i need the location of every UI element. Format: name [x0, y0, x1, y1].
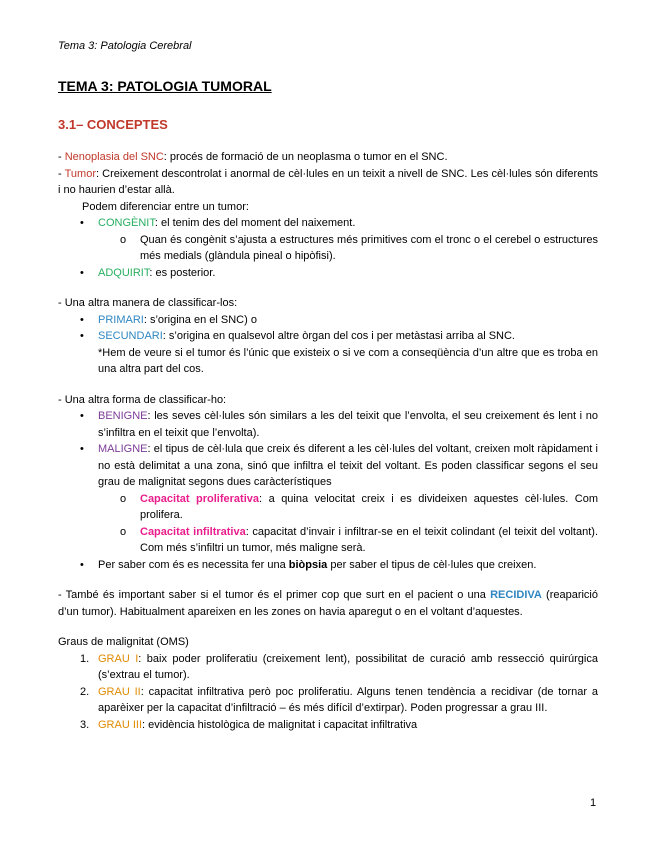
list-item-congenit: • CONGÈNIT: el tenim des del moment del naixement. [80, 217, 356, 229]
paragraph-neoplasia: - Nenoplasia del SNC: procés de formació de un neoplasma o tumor en el SNC. [58, 151, 448, 163]
list-item-secundari: • SECUNDARI: s’origina en qualsevol altre òrgan del cos i per metàstasi arriba al SNC. [80, 330, 515, 342]
term-neoplasia: Nenoplasia del SNC [64, 151, 164, 163]
list-item-biopsia: • Per saber com és es necessita fer una biòpsia per saber el tipus de cèl·lules que creixen. [80, 558, 537, 571]
paragraph-forma: - Una altra forma de classificar-ho: [58, 393, 227, 406]
list-item-congenit-sub: o Quan és congènit s’ajusta a estructures més primitives com el tronc o el cerebel o estructures més medials (glàndula pineal o hipòfisi). [120, 233, 598, 262]
list-item-adquirit: • ADQUIRIT: es posterior. [80, 266, 216, 279]
paragraph-tumor: - Tumor: Creixement descontrolat i anormal de cèl·lules en un teixit a nivell de SNC. Les cèl·lules són diferents i no haurien d’estar allà. [58, 167, 598, 196]
list-item-primari: • PRIMARI: s’origina en el SNC) o [80, 313, 257, 326]
list-item-grau-3: 3. GRAU III: evidència histològica de malignitat i capacitat infiltrativa [80, 718, 418, 731]
document-body [58, 149, 598, 733]
page-header: Tema 3: Patologia Cerebral [58, 40, 192, 52]
section-heading: 3.1– CONCEPTES [58, 117, 168, 132]
list-item-infiltrativa: o Capacitat infiltrativa: capacitat d’invair i infiltrar-se en el teixit colindant (el teixit del voltant). Com més s’infiltri un tumor, més maligne serà. [120, 525, 599, 554]
term-tumor: Tumor [64, 167, 96, 180]
paragraph-graus: Graus de malignitat (OMS) [58, 636, 189, 648]
list-item-grau-2: 2. GRAU II: capacitat infiltrativa però poc proliferatiu. Alguns tenen tendència a recidivar (de tornar a aparèixer per la capacitat d’infiltració – és més difícil d’extirpar). Poden progressar a grau III. [80, 685, 598, 714]
page-title: TEMA 3: PATOLOGIA TUMORAL [58, 78, 272, 94]
term-recidiva: RECIDIVA [490, 589, 542, 601]
list-item-grau-1: 1. GRAU I: baix poder proliferatiu (creixement lent), possibilitat de curació amb ressecció quirúrgica (s’extrau el tumor). [80, 652, 598, 681]
paragraph-classificar: - Una altra manera de classificar-los: [58, 297, 238, 309]
paragraph-recidiva: - També és important saber si el tumor és el primer cop que surt en el pacient o una RECIDIVA (reaparició d’un tumor). Habitualment apareixen en les zones on havia aparegut o en el voltant d’aquestes. [58, 589, 598, 618]
paragraph-diferenciar: Podem diferenciar entre un tumor: [82, 200, 249, 213]
list-item-benigne: • BENIGNE: les seves cèl·lules són similars a les del teixit que l’envolta, el seu creixement és lent i no s’infiltra en el teixit que l’envolta). [80, 410, 598, 439]
list-item-proliferativa: o Capacitat proliferativa: a quina velocitat creix i es divideixen aquestes cèl·lules. Com prolifera. [120, 492, 598, 521]
list-item-maligne: • MALIGNE: el tipus de cèl·lula que creix és diferent a les cèl·lules del voltant, creixen molt ràpidament i no està delimitat a una zona, sinó que infiltra el teixit del voltant. Es poden classificar segons el seu grau de malignitat segons dues caràcterístiques [80, 443, 598, 488]
paragraph-note: *Hem de veure si el tumor és l’únic que existeix o si ve com a conseqüència d’un altre que es troba en una altra part del cos. [98, 346, 598, 375]
page-number: 1 [590, 797, 597, 809]
